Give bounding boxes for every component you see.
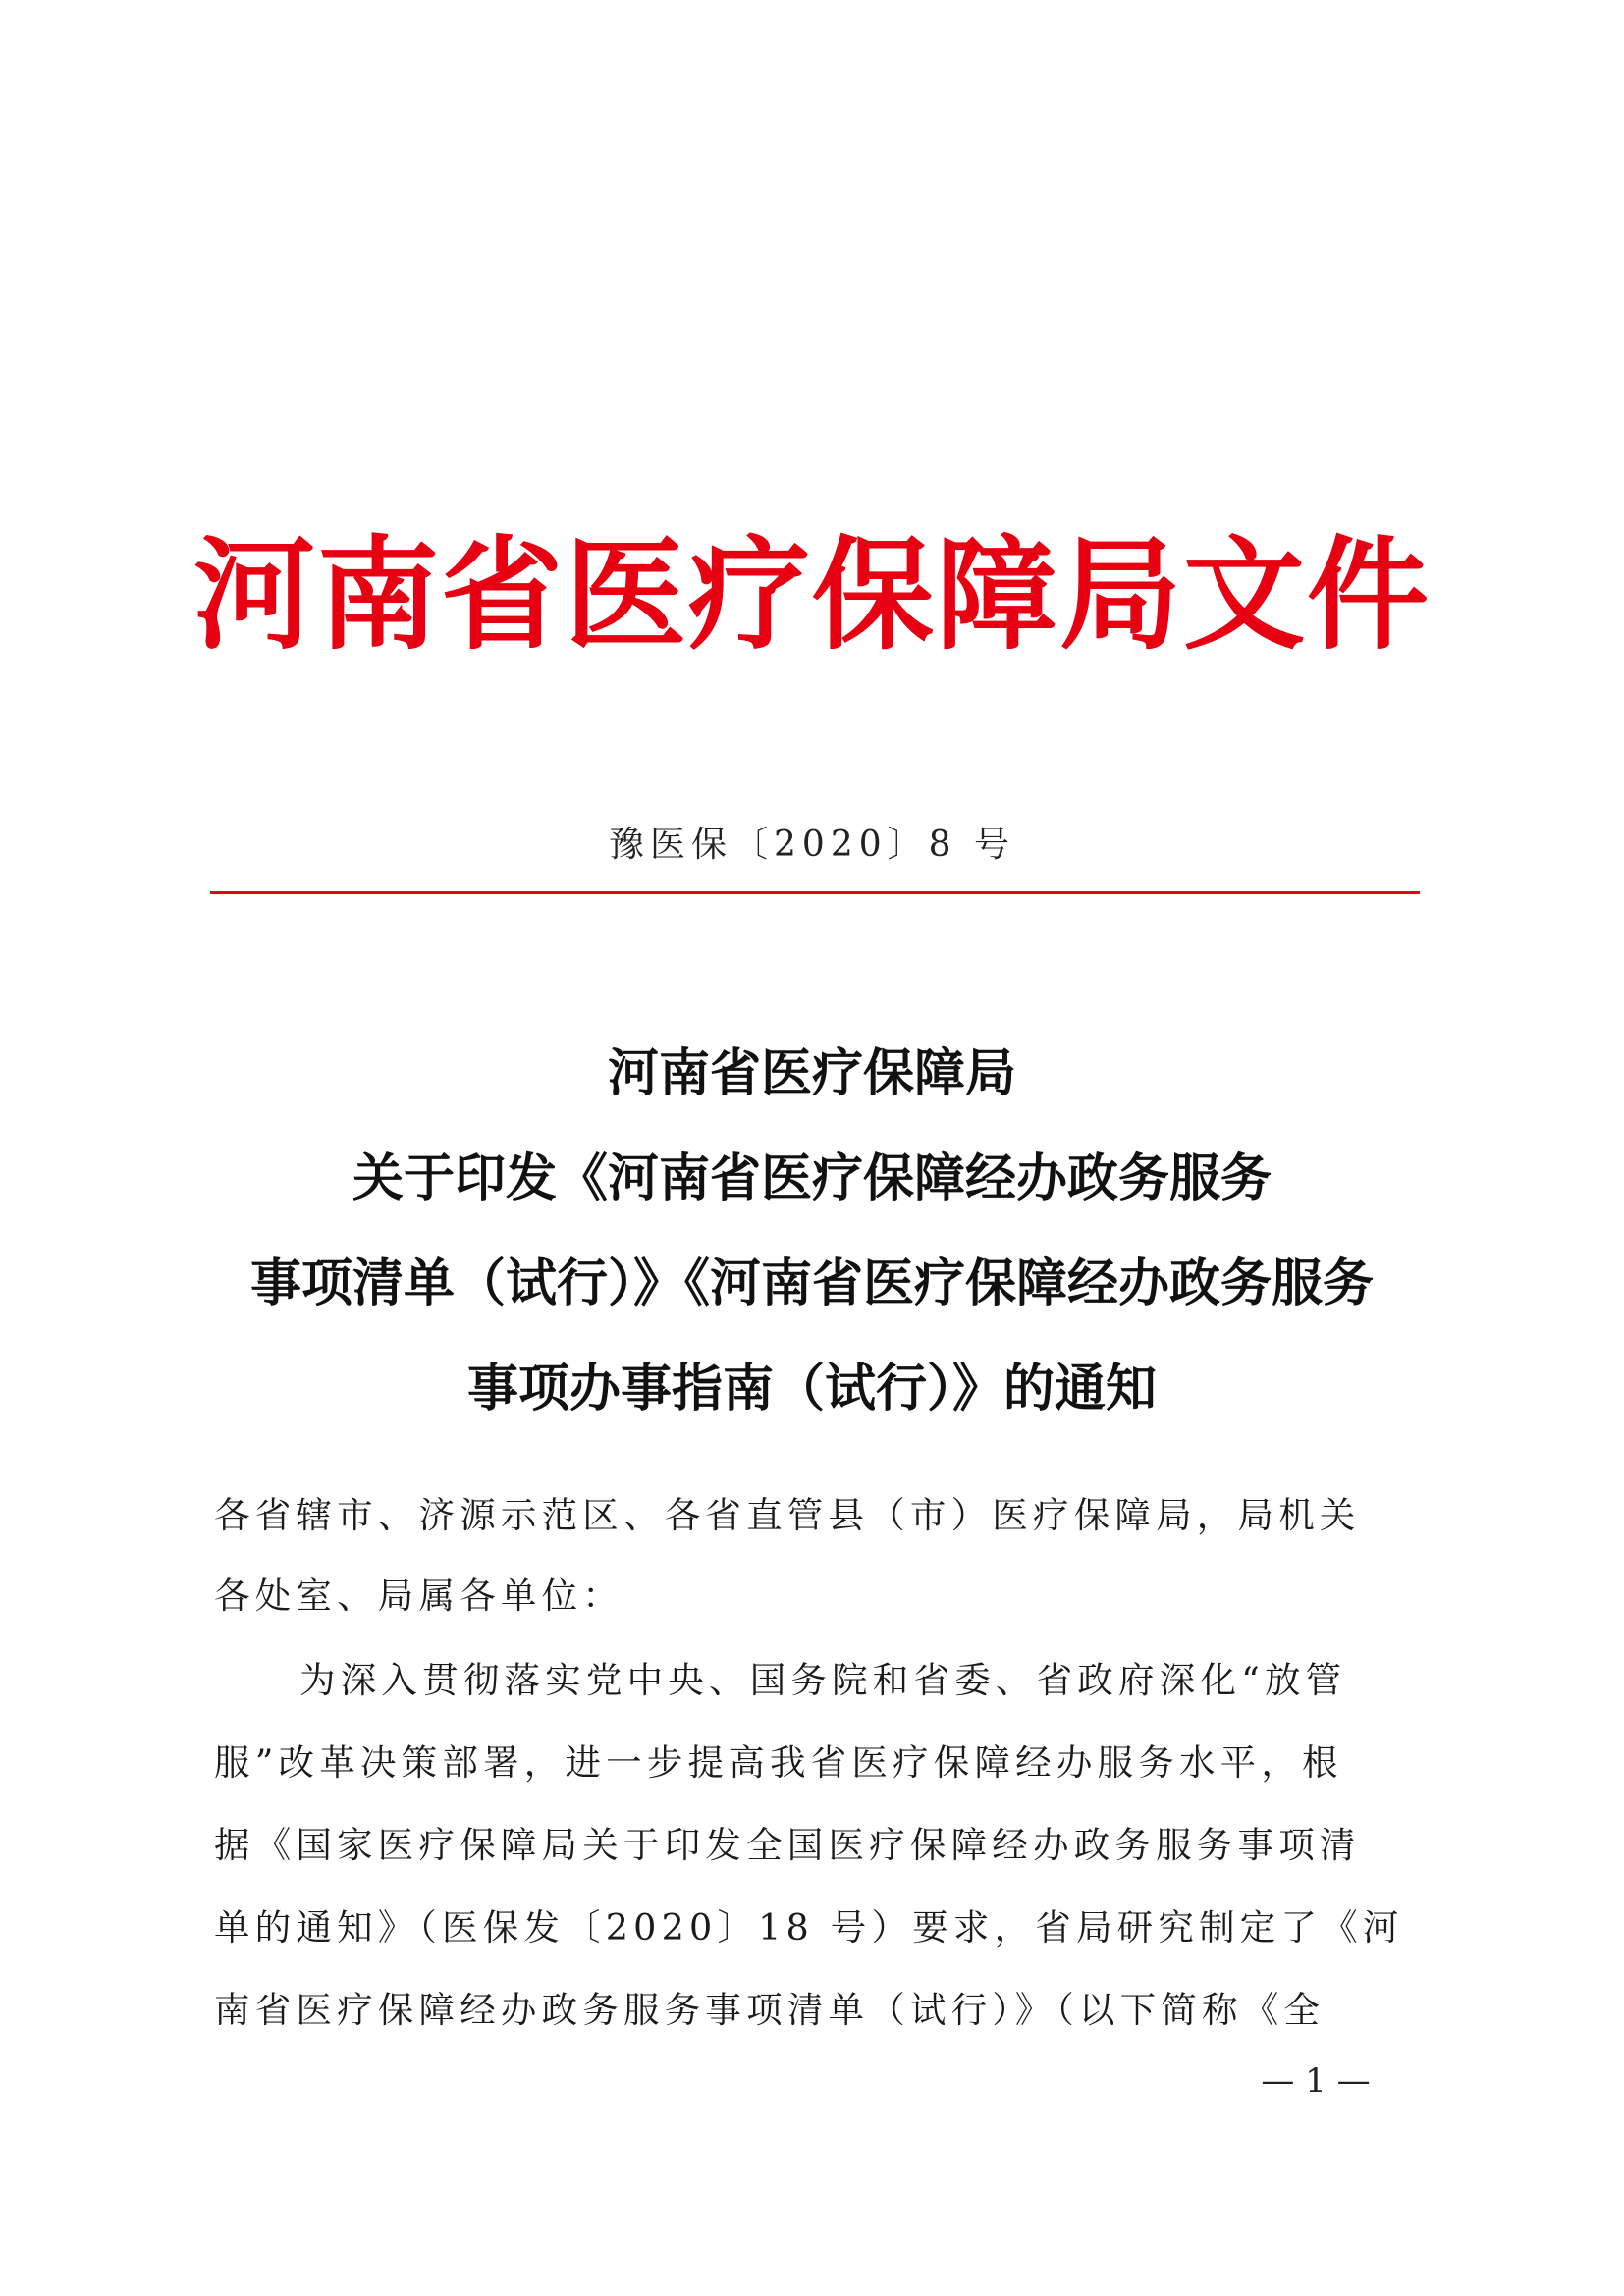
title-line-2: 关于印发《河南省医疗保障经办政务服务 <box>352 1148 1272 1208</box>
title-line-4: 事项办事指南（试行）》的通知 <box>466 1359 1157 1418</box>
title-line-3: 事项清单（试行）》《河南省医疗保障经办政务服务 <box>249 1254 1374 1313</box>
addressee-line-2: 各处室、局属各单位： <box>214 1575 623 1617</box>
body-text-line-2: 服”改革决策部署，进一步提高我省医疗保障经办服务水平，根 <box>214 1741 1343 1784</box>
body-text-line-1: 为深入贯彻落实党中央、国务院和省委、省政府深化“放管 <box>299 1659 1347 1701</box>
body-text-line-3: 据《国家医疗保障局关于印发全国医疗保障经办政务服务事项清 <box>214 1824 1361 1866</box>
document-number: 豫医保〔2020〕8 号 <box>609 825 1015 865</box>
document-masthead: 河南省医疗保障局文件 <box>192 524 1431 667</box>
addressee-line-1: 各省辖市、济源示范区、各省直管县（市）医疗保障局，局机关 <box>214 1494 1361 1536</box>
title-line-1: 河南省医疗保障局 <box>607 1043 1016 1103</box>
red-separator-line <box>210 891 1420 894</box>
body-text-line-4: 单的通知》（医保发〔2020〕18 号）要求，省局研究制定了《河 <box>214 1906 1404 1949</box>
page-number: — 1 — <box>1261 2061 1371 2101</box>
body-text-line-5: 南省医疗保障经办政务服务事项清单（试行）》（以下简称《全 <box>214 1989 1326 2031</box>
